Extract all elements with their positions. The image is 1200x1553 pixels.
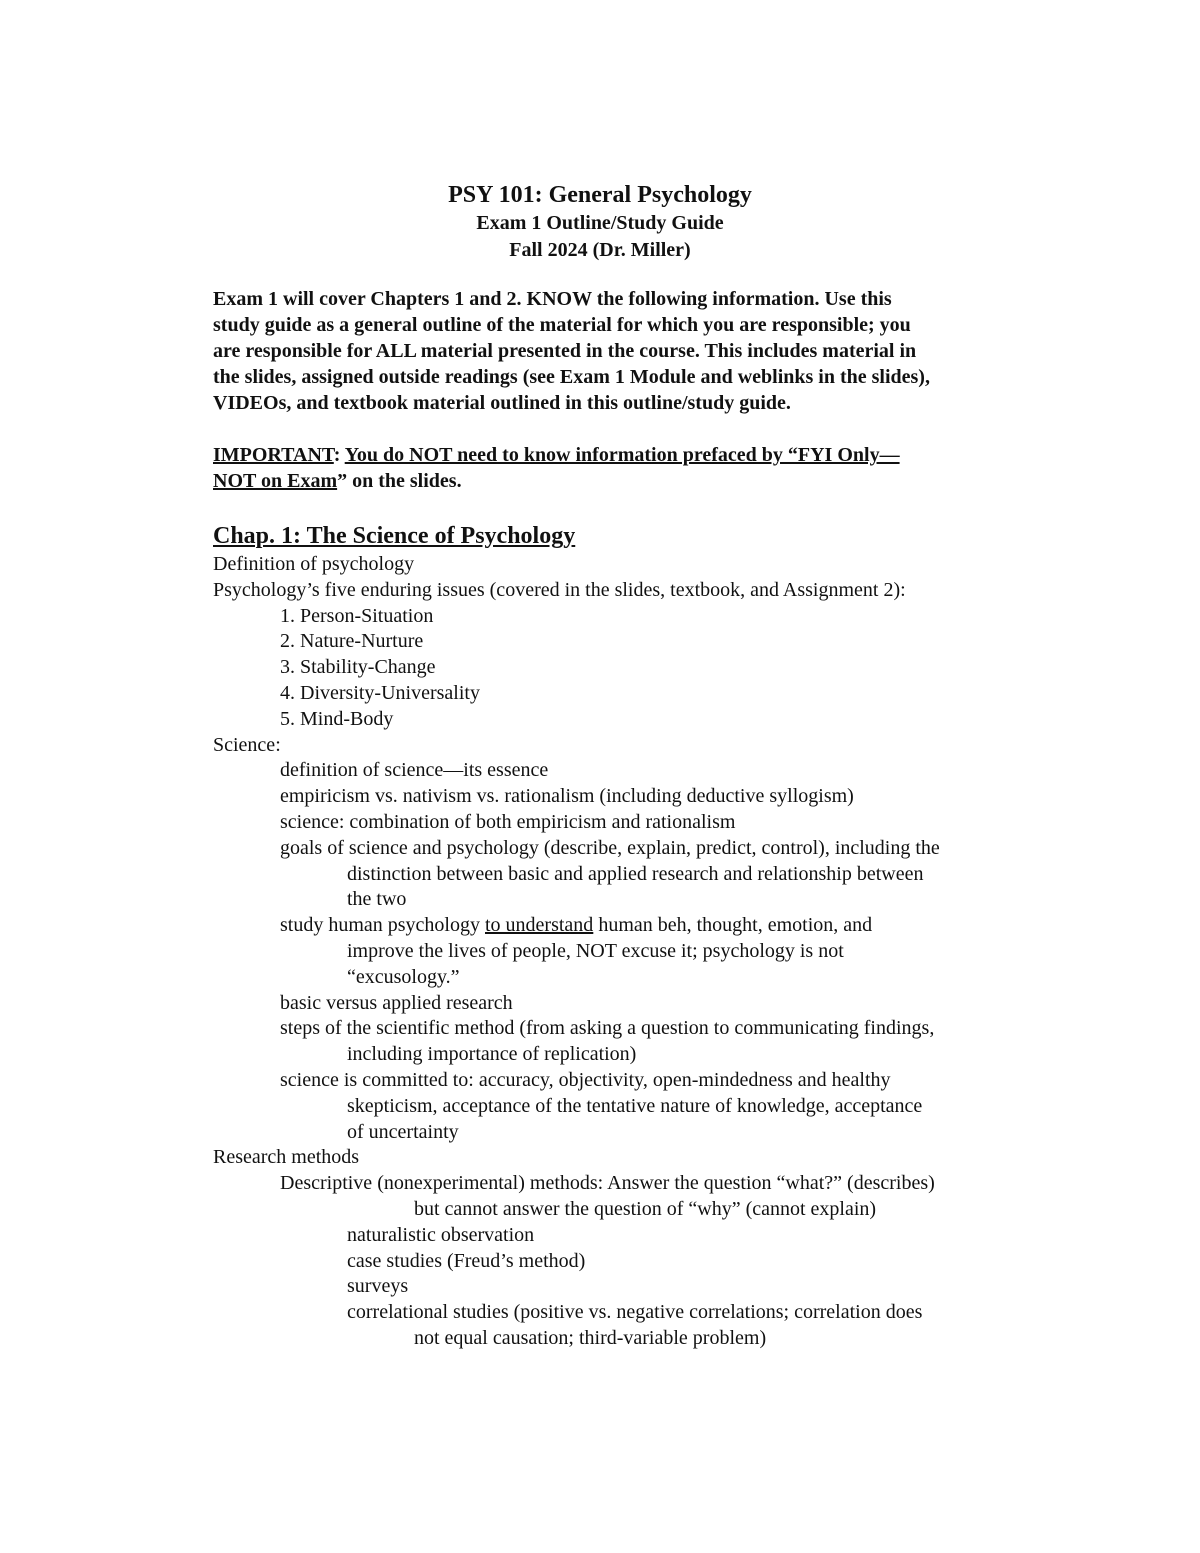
- issue-item: 3. Stability-Change: [280, 656, 436, 679]
- important-colon: :: [333, 444, 345, 466]
- method-item: surveys: [347, 1275, 409, 1298]
- important-text-2: NOT on Exam: [213, 470, 338, 492]
- outline-item: science is committed to: accuracy, objectivity, open-mindedness and healthy: [280, 1068, 891, 1091]
- intro-line: are responsible for ALL material presented in the course. This includes material in: [213, 340, 917, 362]
- method-item: correlational studies (positive vs. negative correlations; correlation does: [347, 1301, 923, 1324]
- term-line: Fall 2024 (Dr. Miller): [509, 239, 691, 261]
- important-text-1: You do NOT need to know information prefaced by “FYI Only—: [344, 444, 900, 466]
- method-item: naturalistic observation: [347, 1223, 535, 1246]
- outline-continuation: improve the lives of people, NOT excuse it; psychology is not: [347, 939, 844, 962]
- outline-continuation: of uncertainty: [347, 1120, 459, 1143]
- outline-continuation: “excusology.”: [347, 965, 460, 988]
- section-label: Research methods: [213, 1146, 360, 1169]
- outline-continuation: distinction between basic and applied research and relationship between: [347, 862, 924, 885]
- important-note: [213, 442, 1043, 494]
- underlined-phrase: to understand: [485, 914, 594, 937]
- outline-item: goals of science and psychology (describe, explain, predict, control), including the: [280, 836, 940, 859]
- outline-continuation: not equal causation; third-variable problem): [414, 1326, 767, 1349]
- outline-item: empiricism vs. nativism vs. rationalism (including deductive syllogism): [280, 785, 854, 808]
- intro-line: Exam 1 will cover Chapters 1 and 2. KNOW the following information. Use this: [213, 288, 892, 310]
- intro-line: VIDEOs, and textbook material outlined in this outline/study guide.: [213, 392, 791, 414]
- chapter-1-outline: [213, 520, 1043, 1352]
- intro-line: study guide as a general outline of the material for which you are responsible; you: [213, 314, 911, 336]
- section-label: Science:: [213, 733, 281, 756]
- outline-item: Definition of psychology: [213, 553, 415, 575]
- outline-item: basic versus applied research: [280, 991, 513, 1014]
- outline-item: science: combination of both empiricism and rationalism: [280, 810, 736, 833]
- outline-item: steps of the scientific method (from asking a question to communicating findings,: [280, 1017, 935, 1040]
- outline-continuation: skepticism, acceptance of the tentative nature of knowledge, acceptance: [347, 1094, 923, 1117]
- issue-item: 4. Diversity-Universality: [280, 681, 480, 704]
- chapter-heading: Chap. 1: The Science of Psychology: [213, 523, 576, 549]
- outline-continuation: but cannot answer the question of “why” (cannot explain): [414, 1197, 877, 1220]
- intro-line: the slides, assigned outside readings (see Exam 1 Module and weblinks in the slides),: [213, 366, 930, 388]
- method-item: case studies (Freud’s method): [347, 1249, 586, 1272]
- issue-item: 5. Mind-Body: [280, 707, 394, 730]
- outline-item: [213, 913, 1043, 939]
- important-label: IMPORTANT: [213, 444, 334, 466]
- outline-item: Psychology’s five enduring issues (covered in the slides, textbook, and Assignment 2):: [213, 578, 906, 601]
- issue-item: 1. Person-Situation: [280, 604, 434, 627]
- outline-text: human beh, thought, emotion, and: [593, 914, 873, 937]
- document-header: [0, 180, 1200, 264]
- page-title: PSY 101: General Psychology: [448, 182, 752, 208]
- page-subtitle: Exam 1 Outline/Study Guide: [476, 212, 724, 234]
- important-text-3: ” on the slides.: [337, 470, 462, 492]
- issue-item: 2. Nature-Nurture: [280, 630, 424, 653]
- outline-item: definition of science—its essence: [280, 759, 549, 782]
- intro-paragraph: [213, 286, 1043, 416]
- outline-continuation: the two: [347, 888, 407, 911]
- outline-text: study human psychology: [280, 914, 485, 937]
- outline-item: Descriptive (nonexperimental) methods: Answer the question “what?” (describes): [280, 1172, 935, 1195]
- outline-continuation: including importance of replication): [347, 1043, 637, 1066]
